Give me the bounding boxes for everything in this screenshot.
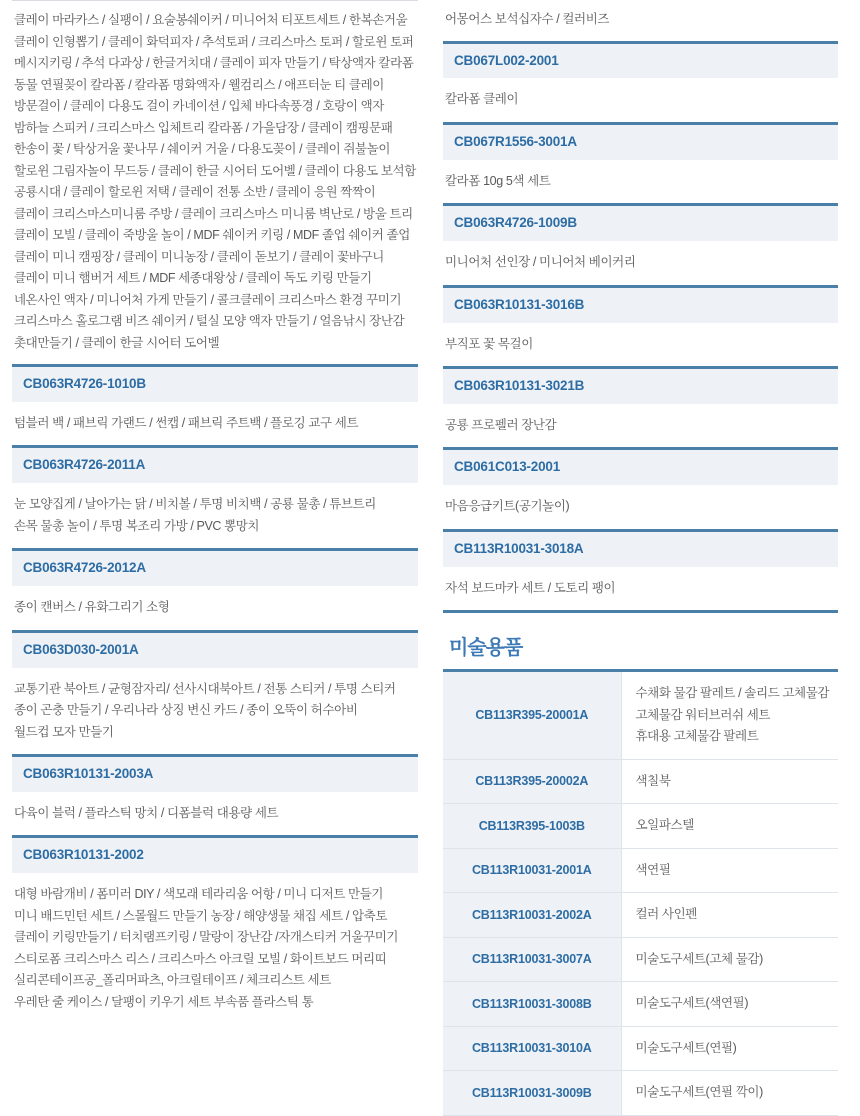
product-line: 스티로폼 크리스마스 리스 / 크리스마스 아크릴 모빌 / 화이트보드 머리띠 (14, 951, 387, 966)
product-name-list (443, 404, 838, 448)
product-code-block (12, 835, 418, 1024)
product-line: 종이 캔버스 / 유화그리기 소형 (14, 600, 170, 615)
product-name-list (12, 402, 418, 446)
product-name-list (12, 586, 418, 630)
left-code-block-list (12, 364, 418, 1024)
art-product-name-cell (621, 759, 838, 804)
product-line: 클레이 모빌 / 클레이 죽방울 놀이 / MDF 쉐이커 키링 / MDF 졸업 쉐이커 졸업 (14, 228, 410, 242)
product-code-header[interactable]: CB067L002-2001 (443, 44, 838, 79)
product-code-block (443, 122, 838, 203)
product-line: 칼라폼 10g 5색 세트 (445, 173, 551, 188)
product-line: 할로윈 그림자놀이 무드등 / 클레이 한글 시어터 도어벨 / 클레이 다용도 보석함 (14, 163, 416, 178)
product-code-header[interactable]: CB063R10131-3016B (443, 288, 838, 323)
product-code-block (12, 364, 418, 445)
product-line: 공룡 프로펠러 장난감 (445, 417, 557, 432)
product-code-header[interactable]: CB063R10131-2002 (12, 838, 418, 873)
product-code-block (443, 41, 838, 122)
art-product-name-cell (621, 937, 838, 982)
product-line: 클레이 키링만들기 / 터치램프키링 / 말랑이 장난감 /자개스티커 거울꾸미기 (14, 930, 399, 945)
product-line: 미술도구세트(고체 물감) (635, 951, 763, 966)
product-code-header[interactable]: CB063R4726-1009B (443, 206, 838, 241)
art-supplies-table (443, 669, 838, 1116)
product-line: 클레이 마라카스 / 실팽이 / 요술봉쉐이커 / 미니어처 티포트세트 / 한복손거울 (14, 13, 408, 27)
product-line: 수채화 물감 팔레트 / 솔리드 고체물감 (635, 686, 830, 701)
product-line: 교통기관 북아트 / 균형잠자리/ 선사시대북아트 / 전통 스티커 / 투명 스티커 (14, 681, 396, 696)
product-name-list (12, 873, 418, 1024)
table-row[interactable] (443, 759, 838, 804)
table-row[interactable] (443, 1026, 838, 1071)
table-row[interactable] (443, 937, 838, 982)
product-code-header[interactable]: CB063R4726-1010B (12, 367, 418, 402)
art-product-name-cell (621, 1026, 838, 1071)
table-row[interactable] (443, 804, 838, 849)
product-line: 한송이 꽃 / 탁상거울 꽃나무 / 쉐이커 거울 / 다용도꽂이 / 클레이 쥐불놀이 (14, 142, 391, 156)
product-line: 고체물감 워터브러쉬 세트 (635, 707, 771, 722)
art-supplies-section-title: 미술용품 (449, 637, 523, 660)
product-line: 네온사인 액자 / 미니어처 가게 만들기 / 콜크클레이 크리스마스 환경 꾸미기 (14, 292, 402, 307)
product-code-block (443, 285, 838, 366)
product-line: 오일파스텔 (635, 818, 694, 833)
product-line: 밤하늘 스피커 / 크리스마스 입체트리 칼라폼 / 가을담장 / 클레이 캠핑문패 (14, 120, 393, 135)
product-name-list (443, 241, 838, 285)
product-name-list (443, 160, 838, 204)
product-code-block (12, 630, 418, 754)
product-line: 컬러 사인펜 (635, 907, 697, 922)
product-line: 미니어처 선인장 / 미니어처 베이커리 (445, 255, 636, 270)
table-row[interactable] (443, 1071, 838, 1116)
product-code-header[interactable]: CB063D030-2001A (12, 633, 418, 668)
art-product-name-cell (621, 893, 838, 938)
product-code-header[interactable]: CB113R10031-3018A (443, 532, 838, 567)
product-line: 클레이 미니 캠핑장 / 클레이 미니농장 / 클레이 돋보기 / 클레이 꽃바구니 (14, 249, 384, 264)
art-product-name-cell (621, 804, 838, 849)
art-product-code-cell[interactable]: CB113R10031-3009B (443, 1071, 621, 1116)
art-product-name-cell (621, 671, 838, 760)
product-line: 칼라폼 클레이 (445, 92, 519, 107)
table-row[interactable] (443, 982, 838, 1027)
product-line: 텀블러 백 / 패브릭 가랜드 / 썬캡 / 패브릭 주트백 / 플로깅 교구 세트 (14, 415, 359, 430)
product-line: 어몽어스 보석십자수 / 컬러비즈 (445, 12, 610, 26)
art-product-code-cell[interactable]: CB113R10031-3010A (443, 1026, 621, 1071)
art-product-code-cell[interactable]: CB113R10031-2001A (443, 848, 621, 893)
product-name-list (443, 323, 838, 367)
product-name-list (443, 485, 838, 529)
product-line: 부직포 꽃 목걸이 (445, 336, 533, 351)
right-intro-product-list (443, 0, 838, 41)
table-row[interactable] (443, 671, 838, 760)
right-column (430, 0, 860, 1100)
product-line: 눈 모양집게 / 날아가는 닭 / 비치볼 / 투명 비치백 / 공룡 물총 / 튜브트리 (14, 497, 376, 512)
product-code-block (443, 366, 838, 447)
right-code-block-list (443, 41, 838, 611)
art-product-name-cell (621, 848, 838, 893)
product-line: 미술도구세트(연필) (635, 1040, 737, 1055)
product-code-block (12, 754, 418, 835)
product-line: 미술도구세트(연필 깍이) (635, 1085, 763, 1100)
product-code-header[interactable]: CB063R4726-2012A (12, 551, 418, 586)
left-intro-product-list (12, 1, 418, 364)
product-code-header[interactable]: CB067R1556-3001A (443, 125, 838, 160)
product-line: 자석 보드마카 세트 / 도토리 팽이 (445, 580, 616, 595)
art-product-code-cell[interactable]: CB113R395-1003B (443, 804, 621, 849)
product-line: 손목 물총 놀이 / 투명 복조리 가방 / PVC 뽕망치 (14, 518, 260, 533)
product-line: 실리콘테이프공_폴리머파츠, 아크릴테이프 / 체크리스트 세트 (14, 973, 331, 988)
art-product-code-cell[interactable]: CB113R10031-3007A (443, 937, 621, 982)
product-code-header[interactable]: CB063R10131-3021B (443, 369, 838, 404)
product-code-block (12, 548, 418, 629)
product-line: 메시지키링 / 추석 다과상 / 한글거치대 / 클레이 피자 만들기 / 탁상액자 칼라폼 (14, 56, 414, 70)
art-product-name-cell (621, 982, 838, 1027)
art-product-code-cell[interactable]: CB113R395-20001A (443, 671, 621, 760)
art-product-code-cell[interactable]: CB113R10031-3008B (443, 982, 621, 1027)
product-line: 대형 바람개비 / 폼미러 DIY / 색모래 테라리움 어항 / 미니 디저트 만들기 (14, 887, 384, 902)
product-line: 클레이 크리스마스미니룸 주방 / 클레이 크리스마스 미니룸 벽난로 / 방울 트리 (14, 206, 413, 221)
product-code-block (443, 447, 838, 528)
product-line: 클레이 미니 햄버거 세트 / MDF 세종대왕상 / 클레이 독도 키링 만들기 (14, 271, 372, 285)
table-row[interactable] (443, 848, 838, 893)
product-code-block (12, 445, 418, 548)
art-product-name-cell (621, 1071, 838, 1116)
product-name-list (12, 792, 418, 836)
table-row[interactable] (443, 893, 838, 938)
product-line: 색칠북 (635, 773, 671, 788)
product-name-list (12, 483, 418, 548)
product-line: 휴대용 고체물감 팔레트 (635, 729, 759, 744)
product-line: 다육이 블럭 / 플라스틱 망치 / 디폼블럭 대용량 세트 (14, 805, 279, 820)
product-line: 클레이 인형뽑기 / 클레이 화덕피자 / 추석토퍼 / 크리스마스 토퍼 / 할로윈 토퍼 (14, 34, 414, 49)
product-code-header[interactable]: CB063R4726-2011A (12, 448, 418, 483)
product-name-list (12, 668, 418, 755)
product-line: 마음응급키트(공기놀이) (445, 499, 570, 514)
product-code-block (443, 529, 838, 610)
product-code-block (443, 203, 838, 284)
product-name-list (443, 78, 838, 122)
product-line: 방문걸이 / 클레이 다용도 걸이 카네이션 / 입체 바다속풍경 / 호랑이 액자 (14, 99, 384, 113)
product-line: 미술도구세트(색연필) (635, 996, 749, 1011)
left-column (0, 0, 430, 1009)
product-line: 동물 연필꽂이 칼라폼 / 칼라폼 명화액자 / 웰컴리스 / 애프터눈 티 클레이 (14, 77, 384, 92)
product-line: 촛대만들기 / 클레이 한글 시어터 도어벨 (14, 335, 220, 350)
product-line: 우레탄 줄 케이스 / 달팽이 키우기 세트 부속품 플라스틱 통 (14, 994, 314, 1009)
product-line: 색연필 (635, 862, 671, 877)
product-line: 종이 곤충 만들기 / 우리나라 상징 변신 카드 / 종이 오뚝이 허수아비 (14, 703, 358, 717)
product-line: 공룡시대 / 클레이 할로윈 저택 / 클레이 전통 소반 / 클레이 응원 짝짝이 (14, 185, 376, 199)
product-name-list (443, 567, 838, 611)
product-code-header[interactable]: CB061C013-2001 (443, 450, 838, 485)
product-line: 크리스마스 홀로그램 비즈 쉐이커 / 털실 모양 액자 만들기 / 얼음낚시 장난감 (14, 314, 405, 328)
product-line: 미니 배드민턴 세트 / 스몰월드 만들기 농장 / 해양생물 채집 세트 / 압축토 (14, 908, 387, 923)
art-product-code-cell[interactable]: CB113R395-20002A (443, 759, 621, 804)
product-code-header[interactable]: CB063R10131-2003A (12, 757, 418, 792)
art-product-code-cell[interactable]: CB113R10031-2002A (443, 893, 621, 938)
product-line: 월드컵 모자 만들기 (14, 724, 114, 739)
